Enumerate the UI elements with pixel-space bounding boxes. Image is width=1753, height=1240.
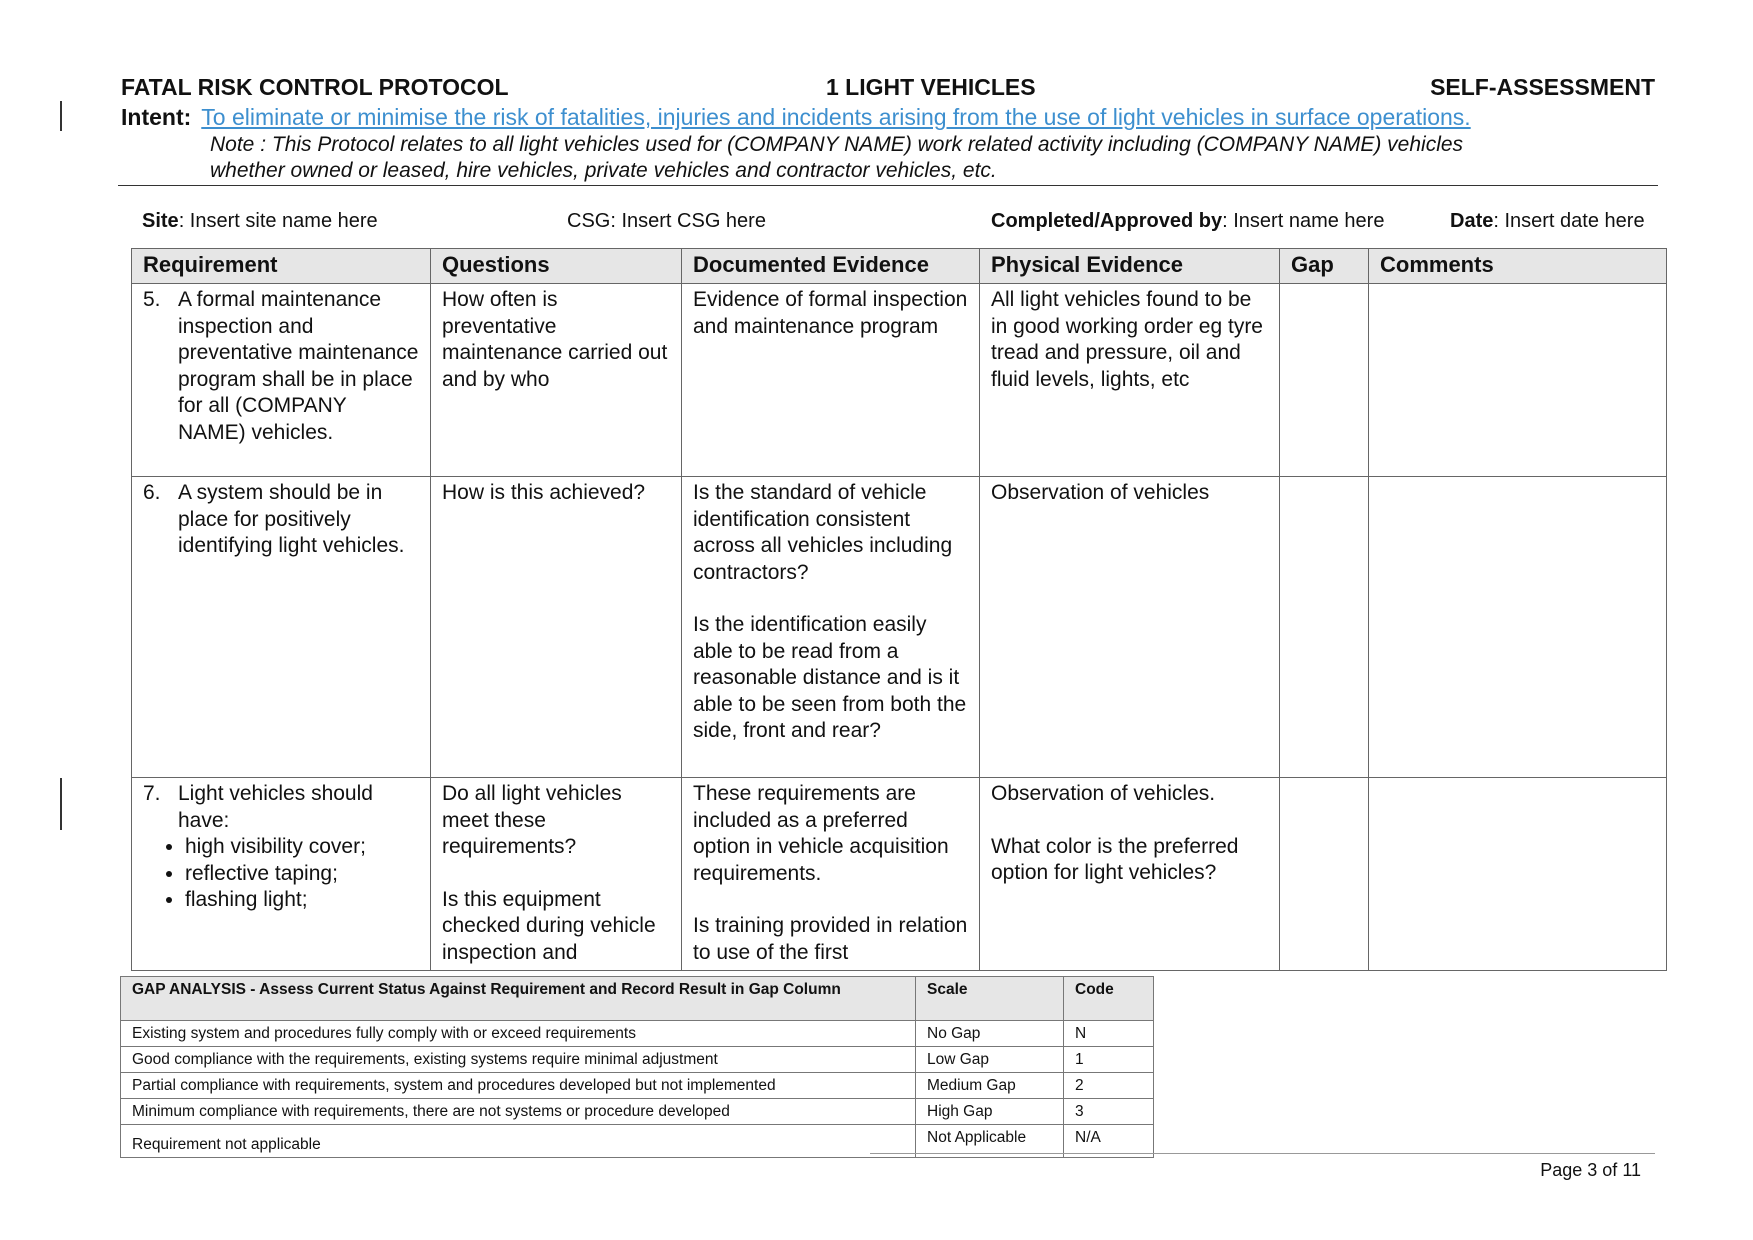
gap-scale: No Gap: [916, 1021, 1064, 1047]
gap-code: 2: [1064, 1073, 1154, 1099]
col-physical-evidence: Physical Evidence: [980, 249, 1280, 284]
intent: [121, 104, 1471, 131]
question-item: Is this equipment checked during vehicle inspection and: [442, 887, 656, 964]
protocol-table: [131, 248, 1667, 971]
intent-label: Intent:: [121, 104, 192, 130]
assessment-type: SELF-ASSESSMENT: [1430, 74, 1655, 100]
date-field[interactable]: [1450, 210, 1645, 233]
bullet-item: • reflective taping;: [185, 861, 419, 888]
documented-item: Is the standard of vehicle identification consistent across all vehicles including contractors?: [693, 481, 953, 584]
note-line: Note : This Protocol relates to all light vehicles used for (COMPANY NAME) work related activity including (COMPANY NAME) vehicles: [210, 133, 1464, 156]
gap-description: Good compliance with the requirements, existing systems require minimal adjustment: [121, 1047, 916, 1073]
gap-header-row: [121, 977, 1154, 1021]
gap-cell[interactable]: [1280, 778, 1369, 971]
gap-code: 3: [1064, 1099, 1154, 1125]
col-questions: Questions: [431, 249, 682, 284]
table-row: [132, 284, 1667, 477]
site-field[interactable]: [142, 210, 378, 233]
documented-item: Is the identification easily able to be read from a reasonable distance and is it able to be seen from both the side, front and rear?: [693, 613, 967, 742]
gap-scale: High Gap: [916, 1099, 1064, 1125]
questions-cell: How often is preventative maintenance carried out and by who: [431, 284, 682, 477]
physical-cell: [980, 778, 1280, 971]
gap-header-code: Code: [1064, 977, 1154, 1021]
page-number: Page 3 of 11: [1540, 1160, 1641, 1180]
requirement-cell: [132, 477, 431, 778]
comments-cell[interactable]: [1369, 778, 1667, 971]
note-line: whether owned or leased, hire vehicles, private vehicles and contractor vehicles, etc.: [210, 159, 997, 182]
gap-scale: Not Applicable: [916, 1125, 1064, 1158]
question-item: Do all light vehicles meet these requirements?: [442, 782, 622, 858]
gap-row: [121, 1099, 1154, 1125]
gap-code: 1: [1064, 1047, 1154, 1073]
intent-note: [210, 132, 1463, 184]
gap-scale: Medium Gap: [916, 1073, 1064, 1099]
gap-row: [121, 1073, 1154, 1099]
protocol-subject: 1 LIGHT VEHICLES: [826, 74, 1036, 100]
physical-cell: All light vehicles found to be in good working order eg tyre tread and pressure, oil and fluid levels, lights, etc: [980, 284, 1280, 477]
gap-scale: Low Gap: [916, 1047, 1064, 1073]
completed-by-field[interactable]: [991, 210, 1384, 233]
physical-cell: Observation of vehicles: [980, 477, 1280, 778]
gap-row: [121, 1021, 1154, 1047]
completed-label: Completed/Approved by: [991, 210, 1223, 232]
documented-cell: [682, 778, 980, 971]
col-comments: Comments: [1369, 249, 1667, 284]
table-row: [132, 477, 1667, 778]
comments-cell[interactable]: [1369, 477, 1667, 778]
col-requirement: Requirement: [132, 249, 431, 284]
comments-cell[interactable]: [1369, 284, 1667, 477]
requirement-text: A formal maintenance inspection and preventative maintenance program shall be in place for all (COMPANY NAME) vehicles.: [178, 288, 419, 444]
table-row: [132, 778, 1667, 971]
date-label: Date: [1450, 210, 1494, 232]
physical-item: What color is the preferred option for light vehicles?: [991, 834, 1239, 884]
gap-row: [121, 1047, 1154, 1073]
documented-cell: Evidence of formal inspection and maintenance program: [682, 284, 980, 477]
documented-item: Is training provided in relation to use of the first: [693, 914, 968, 964]
gap-analysis-table: [120, 976, 1154, 1158]
footer-divider: [870, 1153, 1655, 1154]
documented-cell: [682, 477, 980, 778]
documented-item: These requirements are included as a preferred option in vehicle acquisition requirements.: [693, 782, 949, 885]
csg-field[interactable]: CSG: Insert CSG here: [567, 210, 766, 232]
requirement-number: 5.: [143, 288, 161, 311]
gap-code: N: [1064, 1021, 1154, 1047]
requirement-number: 7.: [143, 782, 161, 805]
site-value: : Insert site name here: [178, 210, 378, 232]
gap-code: N/A: [1064, 1125, 1154, 1158]
gap-cell[interactable]: [1280, 284, 1369, 477]
gap-header-description: GAP ANALYSIS - Assess Current Status Against Requirement and Record Result in Gap Column: [121, 977, 916, 1021]
requirement-number: 6.: [143, 481, 161, 504]
gap-description: Minimum compliance with requirements, there are not systems or procedure developed: [121, 1099, 916, 1125]
header-divider: [118, 185, 1658, 186]
protocol-title: FATAL RISK CONTROL PROTOCOL: [121, 74, 509, 100]
requirement-text: A system should be in place for positively identifying light vehicles.: [178, 481, 405, 557]
bullet-item: • high visibility cover;: [185, 834, 419, 861]
bullet-item: • flashing light;: [185, 887, 419, 914]
col-documented-evidence: Documented Evidence: [682, 249, 980, 284]
col-gap: Gap: [1280, 249, 1369, 284]
text-cursor-marker: [60, 778, 62, 830]
gap-cell[interactable]: [1280, 477, 1369, 778]
date-value: : Insert date here: [1493, 210, 1645, 232]
requirement-cell: [132, 778, 431, 971]
completed-value: : Insert name here: [1222, 210, 1385, 232]
gap-description: Requirement not applicable: [121, 1125, 916, 1158]
requirement-cell: [132, 284, 431, 477]
physical-item: Observation of vehicles.: [991, 782, 1216, 805]
text-cursor-marker: [60, 101, 62, 131]
gap-description: Partial compliance with requirements, system and procedures developed but not implemented: [121, 1073, 916, 1099]
requirement-bullets: [143, 834, 419, 914]
requirement-text: Light vehicles should have:: [178, 782, 373, 832]
gap-description: Existing system and procedures fully comply with or exceed requirements: [121, 1021, 916, 1047]
questions-cell: How is this achieved?: [431, 477, 682, 778]
questions-cell: [431, 778, 682, 971]
gap-header-scale: Scale: [916, 977, 1064, 1021]
table-header-row: [132, 249, 1667, 284]
intent-link[interactable]: To eliminate or minimise the risk of fatalities, injuries and incidents arising from the use of light vehicles in surface operations.: [201, 104, 1471, 130]
site-label: Site: [142, 210, 179, 232]
